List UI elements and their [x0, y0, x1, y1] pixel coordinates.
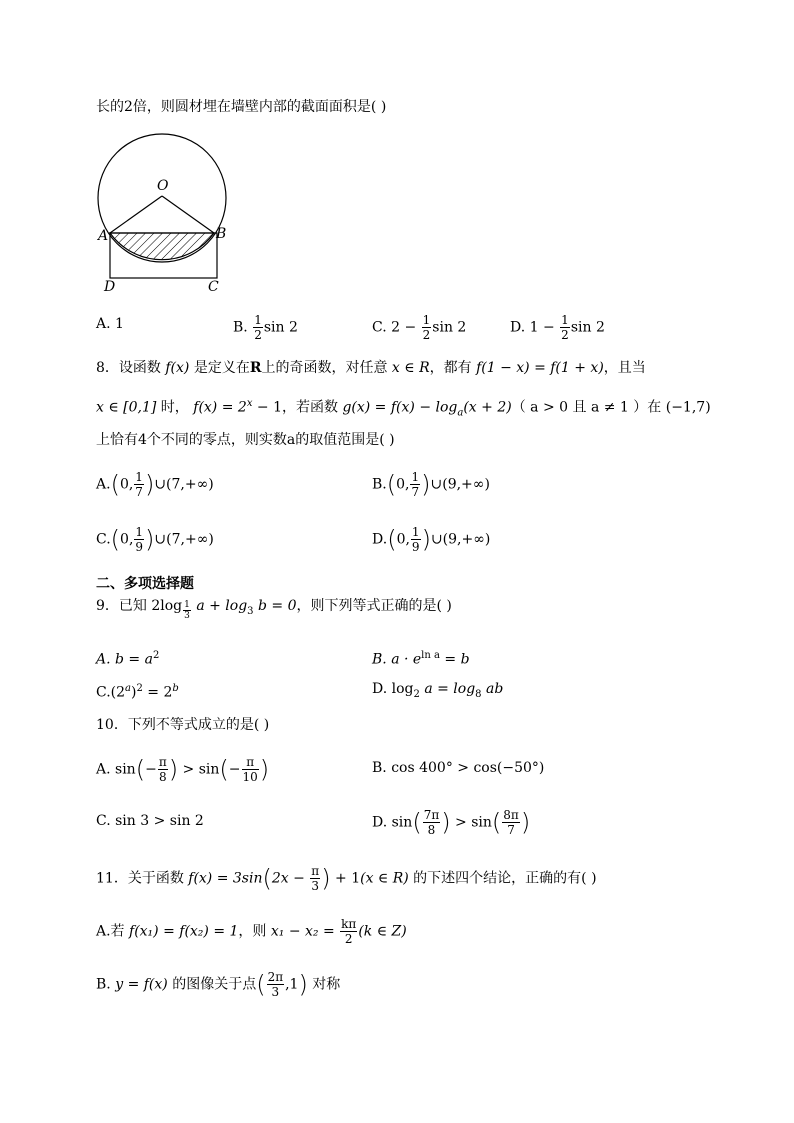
label-b: B	[216, 226, 227, 242]
q7-figure	[92, 125, 252, 300]
q11-stem: 11．关于函数 f(x) = 3sin(2x − $\frac{\pi}{3}$ ) + 1(x ∈ R) 的下述四个结论，正确的有( )	[96, 864, 597, 893]
q7-continuation: 长的2倍，则圆材埋在墙壁内部的截面面积是( )	[96, 99, 387, 115]
q7-option-a: A. 1	[96, 316, 124, 332]
q8-option-d: D.(0, $\frac{1}{9}$ )∪(9,+∞)	[372, 525, 491, 554]
radius-ob	[162, 196, 214, 233]
q8-option-a: A.(0, $\frac{1}{7}$ )∪(7,+∞)	[96, 470, 214, 499]
q9-option-b: B. $a \cdot e^{ln a} = b$	[372, 650, 470, 668]
label-a: A	[98, 228, 109, 244]
q9-option-d: D. $\log_2 a = \log_8$ ab	[372, 681, 504, 700]
q7-option-d: D. 1 − $\frac{1}{2}$ sin 2	[510, 313, 605, 342]
q8-line-1: 8．设函数 f(x) 是定义在R上的奇函数，对任意 x ∈ R，都有 f(1 − x) = f(1 + x)，且当	[96, 360, 646, 376]
q8-option-c: C.(0, $\frac{1}{9}$ )∪(7,+∞)	[96, 525, 214, 554]
q11-option-a: A.若 f(x₁) = f(x₂) = 1，则 x₁ − x₂ = $\frac{k\pi}{2}$ (k ∈ Z)	[96, 917, 407, 946]
q11-option-b: B. y = f(x) 的图像关于点( $\frac{2\pi}{3}$ ,1) 对称	[96, 970, 341, 999]
q10-option-b: B. cos 400° > cos(−50°)	[372, 760, 545, 776]
q9-option-a: A. $b = a^2$	[96, 650, 160, 668]
q7-option-c: C. 2 − $\frac{1}{2}$ sin 2	[372, 313, 467, 342]
q9-option-c: $C.(2^a)^2 = 2^b$	[96, 683, 179, 701]
q9-stem: 9．已知 2log $\frac{1}{3}$ $a + \log_3 b = 0$，则下列等式正确的是( )	[96, 598, 452, 621]
q7-option-b: B. $\frac{1}{2}$ sin 2	[233, 313, 298, 342]
section-heading-multiple-choice: 二、多项选择题	[96, 576, 194, 592]
shaded-segment	[110, 233, 214, 260]
label-c: C	[208, 279, 219, 295]
label-o: O	[157, 178, 169, 194]
q8-line-3: 上恰有4个不同的零点，则实数a的取值范围是( )	[96, 432, 395, 448]
q8-option-b: B.(0, $\frac{1}{7}$ )∪(9,+∞)	[372, 470, 490, 499]
q8-line-2: x ∈ [0,1] 时， $f(x) = 2^x - 1$，若函数 $g(x) = f(x) - \log_a(x + 2)$（ a > 0 且 a ≠ 1 ）在 (−1,7)	[96, 398, 711, 419]
q10-option-d: D. sin( $\frac{7\pi}{8}$ ) > sin( $\frac{8\pi}{7}$ )	[372, 808, 531, 837]
radius-oa	[110, 196, 162, 233]
q10-option-a: A. sin(− $\frac{\pi}{8}$ ) > sin(− $\frac{\pi}{10}$ )	[96, 755, 270, 784]
q10-stem: 10．下列不等式成立的是( )	[96, 717, 270, 733]
label-d: D	[104, 279, 116, 295]
q10-option-c: C. sin 3 > sin 2	[96, 813, 204, 829]
